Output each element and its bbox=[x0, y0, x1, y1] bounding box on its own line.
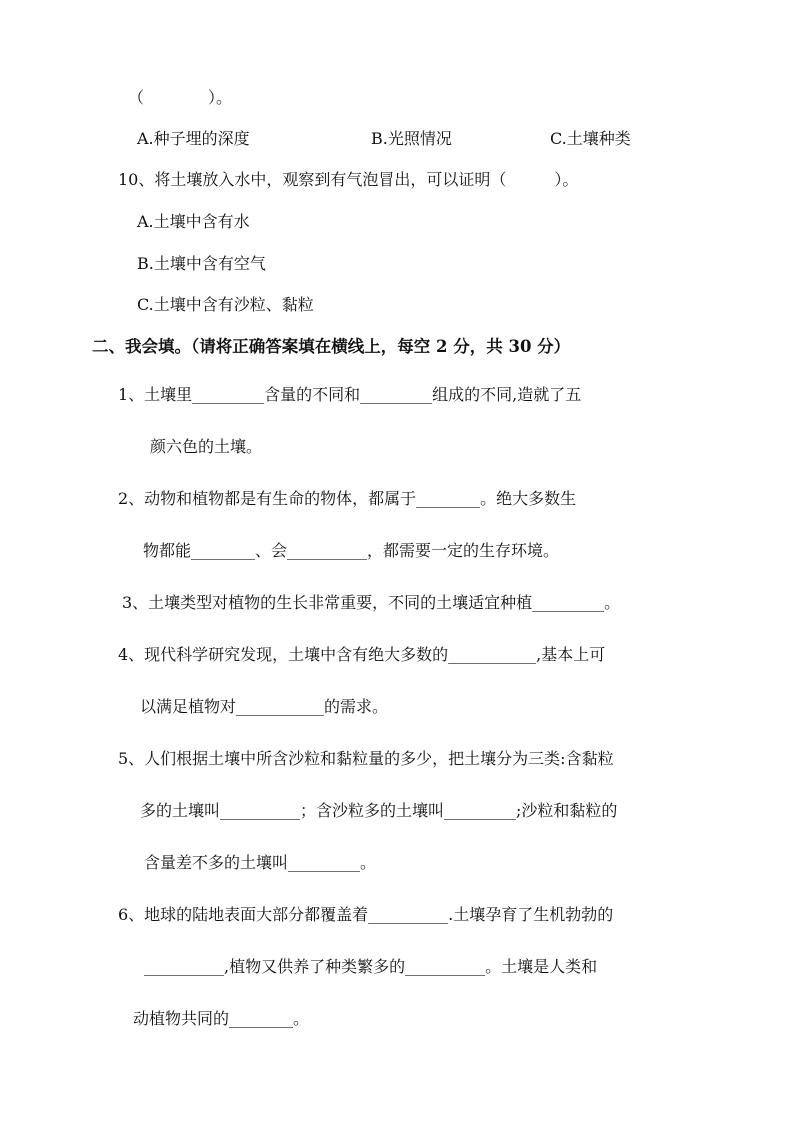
q9-option-b: B.光照情况 bbox=[371, 129, 452, 148]
fill-q3-line1: 3、土壤类型对植物的生长非常重要，不同的土壤适宜种植_________。 bbox=[122, 593, 621, 612]
section2-heading: 二、我会填。（请将正确答案填在横线上，每空 2 分，共 30 分） bbox=[92, 337, 571, 356]
fill-q5-line3: 含量差不多的土壤叫_________。 bbox=[144, 853, 377, 872]
fill-q4-line1: 4、现代科学研究发现，土壤中含有绝大多数的___________,基本上可 bbox=[118, 645, 606, 664]
fill-q2-line1: 2、动物和植物都是有生命的物体，都属于________。绝大多数生 bbox=[118, 489, 577, 508]
q9-option-c: C.土壤种类 bbox=[550, 129, 631, 148]
fill-q6-line2: __________,植物又供养了种类繁多的__________。土壤是人类和 bbox=[144, 957, 598, 976]
q9-option-a: A.种子埋的深度 bbox=[137, 129, 250, 148]
q10-option-a: A.土壤中含有水 bbox=[137, 212, 250, 231]
fill-q2-line2: 物都能________、会__________，都需要一定的生存环境。 bbox=[143, 541, 560, 560]
fill-q1-line1: 1、土壤里_________含量的不同和_________组成的不同,造就了五 bbox=[118, 385, 582, 404]
q10-option-b: B.土壤中含有空气 bbox=[137, 254, 266, 273]
fill-q6-line1: 6、地球的陆地表面大部分都覆盖着__________.土壤孕育了生机勃勃的 bbox=[118, 905, 614, 924]
q10-option-c: C.土壤中含有沙粒、黏粒 bbox=[137, 295, 314, 314]
fill-q4-line2: 以满足植物对___________的需求。 bbox=[140, 697, 389, 716]
q9-stem-tail: （ ）。 bbox=[128, 88, 233, 107]
q10-stem: 10、将土壤放入水中，观察到有气泡冒出，可以证明（ ）。 bbox=[118, 170, 579, 189]
fill-q5-line1: 5、人们根据土壤中所含沙粒和黏粒量的多少，把土壤分为三类:含黏粒 bbox=[118, 749, 614, 768]
fill-q1-line2: 颜六色的土壤。 bbox=[150, 437, 263, 456]
fill-q6-line3: 动植物共同的________。 bbox=[133, 1009, 310, 1028]
fill-q5-line2: 多的土壤叫__________；含沙粒多的土壤叫_________;沙粒和黏粒的 bbox=[140, 801, 618, 820]
